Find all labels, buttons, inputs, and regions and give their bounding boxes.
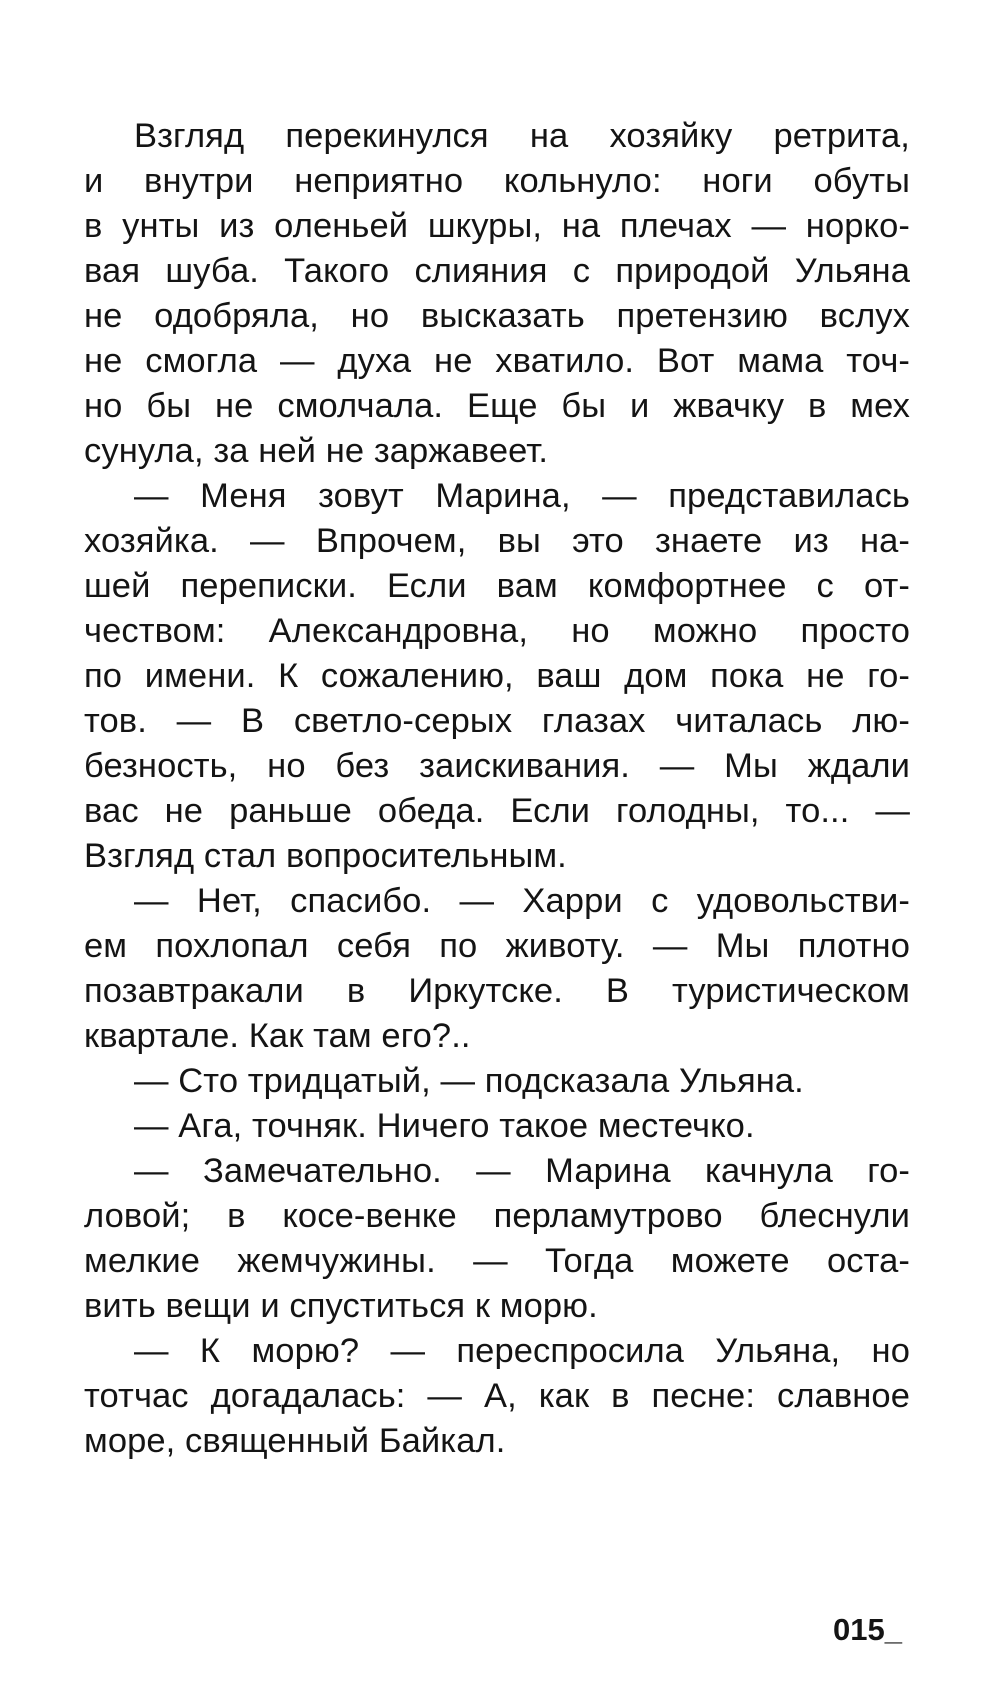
text-line: по имени. К сожалению, ваш дом пока не го-	[84, 657, 910, 695]
text-line: чеством: Александровна, но можно просто	[84, 612, 910, 650]
text-line: — Нет, спасибо. — Харри с удовольстви-	[134, 882, 910, 920]
text-line: ловой; в косе-венке перламутрово блеснули	[84, 1197, 910, 1235]
text-line: мелкие жемчужины. — Тогда можете оста-	[84, 1242, 910, 1280]
text-line: вить вещи и спуститься к морю.	[84, 1287, 598, 1325]
text-line: море, священный Байкал.	[84, 1422, 506, 1460]
text-line: тов. — В светло-серых глазах читалась лю-	[84, 702, 910, 740]
text-line: тотчас догадалась: — А, как в песне: славное	[84, 1377, 910, 1415]
text-line: квартале. Как там его?..	[84, 1017, 471, 1055]
text-line: шей переписки. Если вам комфортнее с от-	[84, 567, 910, 605]
text-line: позавтракали в Иркутске. В туристическом	[84, 972, 910, 1010]
text-line: не одобряла, но высказать претензию вслух	[84, 297, 910, 335]
text-line: но бы не смолчала. Еще бы и жвачку в мех	[84, 387, 910, 425]
text-line: вая шуба. Такого слияния с природой Ульяна	[84, 252, 910, 290]
text-line: Взгляд перекинулся на хозяйку ретрита,	[134, 117, 910, 155]
text-line: ем похлопал себя по животу. — Мы плотно	[84, 927, 910, 965]
text-line: — К морю? — переспросила Ульяна, но	[134, 1332, 910, 1370]
text-line: не смогла — духа не хватило. Вот мама точ-	[84, 342, 910, 380]
text-line: Взгляд стал вопросительным.	[84, 837, 567, 875]
page-number: 015_	[833, 1612, 902, 1647]
text-line: — Меня зовут Марина, — представилась	[134, 477, 910, 515]
text-line: — Ага, точняк. Ничего такое местечко.	[134, 1107, 755, 1145]
text-line: и внутри неприятно кольнуло: ноги обуты	[84, 162, 910, 200]
text-line: безность, но без заискивания. — Мы ждали	[84, 747, 910, 785]
text-line: — Замечательно. — Марина качнула го-	[134, 1152, 910, 1190]
text-line: сунула, за ней не заржавеет.	[84, 432, 549, 470]
text-line: в унты из оленьей шкуры, на плечах — норко-	[84, 207, 910, 245]
text-line: хозяйка. — Впрочем, вы это знаете из на-	[84, 522, 910, 560]
text-line: вас не раньше обеда. Если голодны, то... —	[84, 792, 910, 830]
text-line: — Сто тридцатый, — подсказала Ульяна.	[134, 1062, 804, 1100]
